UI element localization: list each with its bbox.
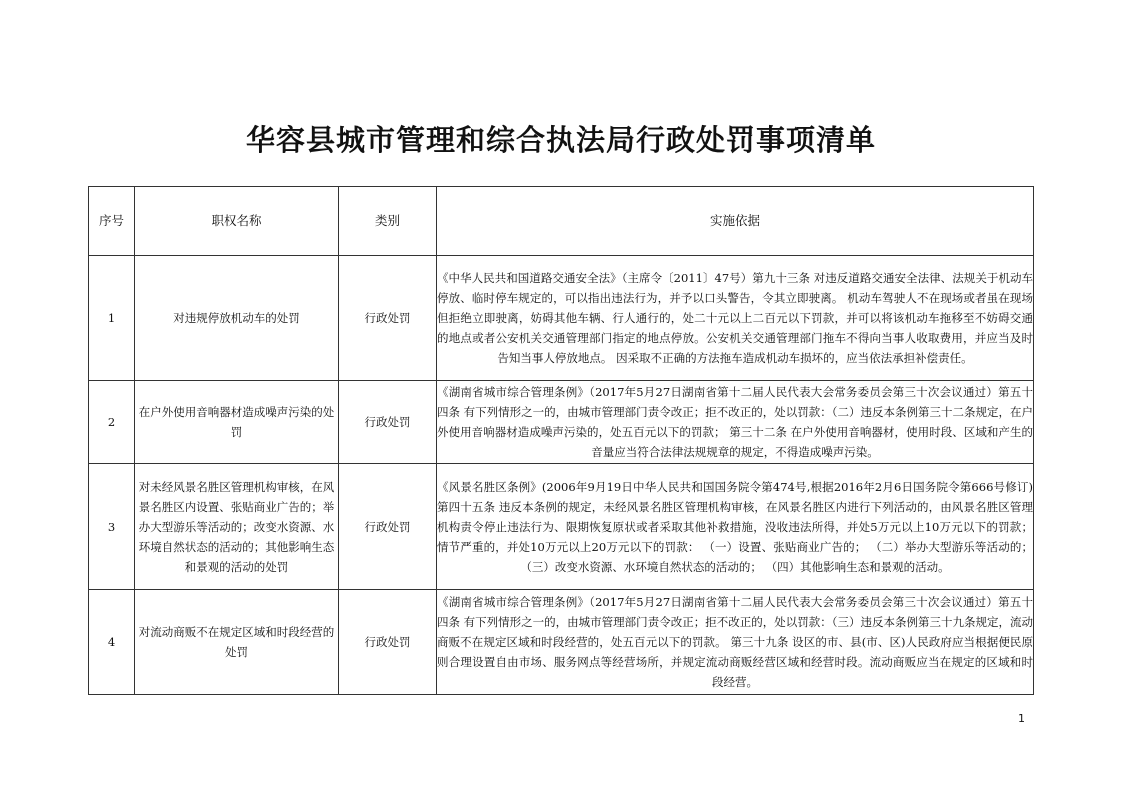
header-name: 职权名称 [135, 187, 339, 256]
row-name: 对流动商贩不在规定区域和时段经营的处罚 [135, 590, 339, 695]
row-basis: 《湖南省城市综合管理条例》（2017年5月27日湖南省第十二届人民代表大会常务委员会第三十次会议通过）第五十四条 有下列情形之一的，由城市管理部门责令改正；拒不改正的，处以罚款：（二）违反本条例第三十二条规定，在户外使用音响器材造成噪声污染的，处五百元以下的罚款； 第三十二条 在户外使用音响器材，使用时段、区域和产生的音量应当符合法律法规规章的规定，不得造成噪声污染。 [437, 381, 1034, 464]
page-number: 1 [1018, 712, 1025, 725]
row-name: 对违规停放机动车的处罚 [135, 256, 339, 381]
header-category: 类别 [339, 187, 437, 256]
table-row [89, 256, 1034, 381]
table-row [89, 464, 1034, 590]
table-row [89, 381, 1034, 464]
row-no: 2 [89, 381, 135, 464]
row-category: 行政处罚 [339, 590, 437, 695]
row-no: 4 [89, 590, 135, 695]
table-header-row [89, 187, 1034, 256]
penalty-table [88, 186, 1034, 695]
row-basis: 《湖南省城市综合管理条例》（2017年5月27日湖南省第十二届人民代表大会常务委员会第三十次会议通过）第五十四条 有下列情形之一的，由城市管理部门责令改正；拒不改正的，处以罚款：（三）违反本条例第三十九条规定，流动商贩不在规定区域和时段经营的，处五百元以下的罚款。 第三十九条 设区的市、县(市、区)人民政府应当根据便民原则合理设置自由市场、服务网点等经营场所，并规定流动商贩经营区域和经营时段。流动商贩应当在规定的区域和时段经营。 [437, 590, 1034, 695]
row-basis: 《中华人民共和国道路交通安全法》（主席令〔2011〕47号）第九十三条 对违反道路交通安全法律、法规关于机动车停放、临时停车规定的，可以指出违法行为，并予以口头警告，令其立即驶离。 机动车驾驶人不在现场或者虽在现场但拒绝立即驶离，妨碍其他车辆、行人通行的，处二十元以上二百元以下罚款，并可以将该机动车拖移至不妨碍交通的地点或者公安机关交通管理部门指定的地点停放。公安机关交通管理部门拖车不得向当事人收取费用，并应当及时告知当事人停放地点。 因采取不正确的方法拖车造成机动车损坏的，应当依法承担补偿责任。 [437, 256, 1034, 381]
row-basis: 《风景名胜区条例》(2006年9月19日中华人民共和国国务院令第474号,根据2016年2月6日国务院令第666号修订)第四十五条 违反本条例的规定，未经风景名胜区管理机构审核，在风景名胜区内进行下列活动的，由风景名胜区管理机构责令停止违法行为、限期恢复原状或者采取其他补救措施，没收违法所得，并处5万元以上10万元以下的罚款；情节严重的，并处10万元以上20万元以下的罚款： （一）设置、张贴商业广告的； （二）举办大型游乐等活动的； （三）改变水资源、水环境自然状态的活动的； （四）其他影响生态和景观的活动。 [437, 464, 1034, 590]
row-name: 对未经风景名胜区管理机构审核，在风景名胜区内设置、张贴商业广告的；举办大型游乐等活动的；改变水资源、水环境自然状态的活动的；其他影响生态和景观的活动的处罚 [135, 464, 339, 590]
header-no: 序号 [89, 187, 135, 256]
row-no: 1 [89, 256, 135, 381]
row-name: 在户外使用音响器材造成噪声污染的处罚 [135, 381, 339, 464]
row-category: 行政处罚 [339, 256, 437, 381]
table-row [89, 590, 1034, 695]
row-category: 行政处罚 [339, 381, 437, 464]
page-title: 华容县城市管理和综合执法局行政处罚事项清单 [245, 123, 876, 157]
header-basis: 实施依据 [437, 187, 1034, 256]
row-category: 行政处罚 [339, 464, 437, 590]
row-no: 3 [89, 464, 135, 590]
